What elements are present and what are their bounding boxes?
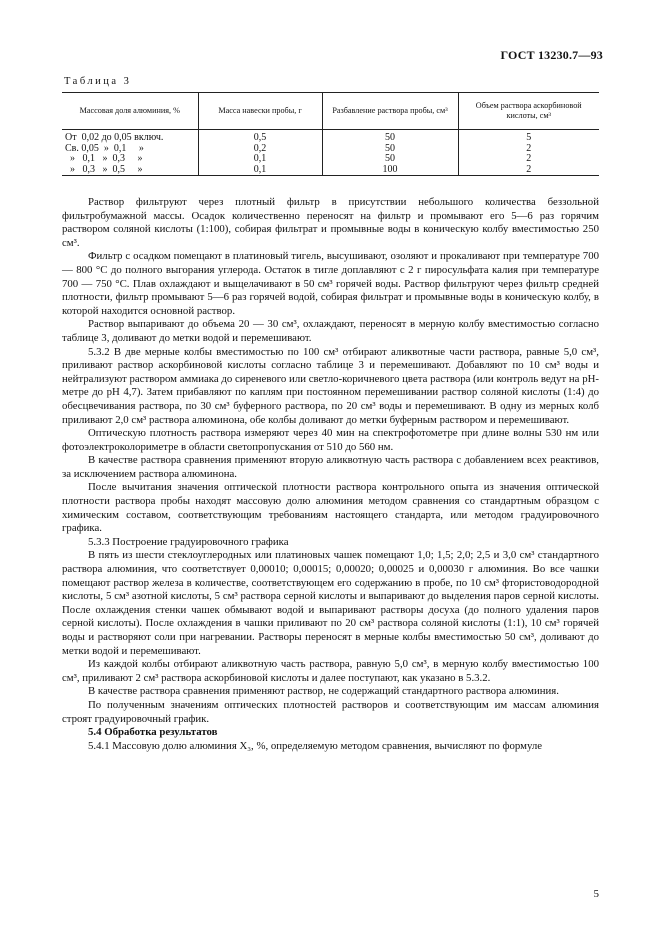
table-cell: Св. 0,05 » 0,1 »	[65, 142, 144, 154]
table-cell: 50	[322, 154, 458, 165]
table-cell: 0,2	[198, 144, 322, 155]
paragraph: Фильтр с осадком помещают в платиновый тигель, высушивают, озоляют и прокаливают при температуре 700 — 800 °С до полного выгорания углерода. Остаток в тигле доплавляют с 2 г пиросульфата калия при температуре 700 — 750 °С. Плав охлаждают и выщелачивают в 50 см³ горячей воды. Раствор фильтруют через фильтр средней плотности, фильтр промывают 5—6 раз горячей водой, собирая фильтрат и промывные воды в коническую колбу, в которой находится основной раствор.	[62, 250, 599, 317]
table-row	[62, 130, 599, 144]
section-heading: 5.4 Обработка результатов	[88, 726, 218, 739]
paragraph: В качестве раствора сравнения применяют раствор, не содержащий стандартного раствора алюминия.	[88, 685, 559, 698]
table-cell: 50	[322, 130, 458, 144]
table-cell: От 0,02 до 0,05 включ.	[65, 132, 164, 143]
table-header-cell: Разбавление раствора пробы, см³	[322, 93, 458, 130]
paragraph: По полученным значениям оптических плотностей растворов и соответствующим им массам алюминия строят градуировочный график.	[62, 698, 599, 725]
table-cell: » 0,3 » 0,5 »	[62, 165, 198, 176]
table-header-cell: Объем раствора аскорбиновой кислоты, см³	[458, 93, 599, 130]
paragraph: 5.3.2 В две мерные колбы вместимостью по 100 см³ отбирают аликвотные части раствора, равные 5,0 см³, приливают раствор аскорбиновой кислоты согласно таблице 3 и перемешивают. Добавляют по 10 см³ воды и нейтрализуют раствором аммиака до сиреневого или светло-коричневого цвета раствора (или контроль ведут на pH-метре до pH 4,7). Затем прибавляют по каплям при постоянном перемешивании раствор соляной кислоты (1:4) до обесцвечивания раствора, по 30 см³ буферного раствора, по 20 см³ воды и перемешивают. В одну из мерных колб приливают 2,0 см³ раствора алюминона, обе колбы доливают до метки буферным раствором и перемешивают.	[62, 345, 599, 426]
paragraph: Оптическую плотность раствора измеряют через 40 мин на спектрофотометре при длине волны 530 нм или фотоэлектроколориметре в области светопропускания от 510 до 560 нм.	[62, 427, 599, 453]
table-row	[62, 144, 599, 155]
table-cell: 0,1	[198, 165, 322, 176]
table-cell: 0,1	[198, 154, 322, 165]
paragraph: 5.4.1 Массовую долю алюминия X₃, %, определяемую методом сравнения, вычисляют по формуле	[88, 739, 543, 752]
paragraph: Раствор фильтруют через плотный фильтр в присутствии небольшого количества беззольной фильтробумажной массы. Осадок количественно переносят на фильтр и промывают его 5—6 раз горячим раствором соляной кислоты (1:100), собирая фильтрат и промывные воды в коническую колбу вместимостью 250 см³.	[62, 196, 599, 249]
body-text	[62, 196, 599, 753]
table-header-cell: Масса навески пробы, г	[198, 93, 322, 130]
table-cell: 100	[322, 165, 458, 176]
paragraph: В качестве раствора сравнения применяют вторую аликвотную часть раствора с добавлением всех реактивов, за исключением раствора алюминона.	[62, 454, 599, 480]
paragraph: После вычитания значения оптической плотности раствора контрольного опыта из значения оптической плотности раствора пробы находят массовую долю алюминия методом сравнения со стандартным образцом с химическим составом, соответствующим требованиям настоящего стандарта, или методом градуировочного графика.	[62, 481, 599, 535]
paragraph: Раствор выпаривают до объема 20 — 30 см³, охлаждают, переносят в мерную колбу вместимостью согласно таблице 3, доливают до метки водой и перемешивают.	[62, 318, 599, 344]
paragraph: В пять из шести стеклоуглеродных или платиновых чашек помещают 1,0; 1,5; 2,0; 2,5 и 3,0 см³ стандартного раствора алюминия, что соответствует 0,00010; 0,00015; 0,00020; 0,00025 и 0,00030 г алюминия. Во все чашки помещают раствор железа в количестве, соответствующем его содержанию в пробе, по 10 см³ фтористоводородной кислоты, 5 см³ азотной кислоты, 5 см³ раствора серной кислоты и выпаривают до выделения паров серной кислоты. После охлаждения стенки чашек обмывают водой и выпаривают растворы досуха (до полного удаления паров серной кислоты). После охлаждения в чашки приливают по 20 см³ раствора соляной кислоты (1:1), 10 см³ горячей воды и растворяют соли при нагревании. Растворы переносят в мерные колбы вместимостью 50 см³, доливают до метки водой и перемешивают.	[62, 549, 599, 657]
section-heading: 5.3.3 Построение градуировочного графика	[88, 535, 289, 548]
page-number: 5	[593, 888, 599, 900]
table-row	[62, 154, 599, 165]
table-cell: 2	[458, 154, 599, 165]
table-caption: Таблица 3	[64, 76, 132, 87]
table-cell: 0,5	[198, 130, 322, 144]
table-header-cell: Массовая доля алюминия, %	[62, 93, 198, 130]
paragraph: Из каждой колбы отбирают аликвотную часть раствора, равную 5,0 см³, в мерную колбу вместимостью 100 см³, приливают 2 см³ раствора аскорбиновой кислоты и далее поступают, как указано в 5.3.2.	[62, 658, 599, 684]
table-row	[62, 165, 599, 176]
table-cell: 2	[458, 144, 599, 155]
document-header: ГОСТ 13230.7—93	[500, 48, 603, 62]
table-cell: 2	[458, 165, 599, 176]
table-3	[62, 92, 599, 176]
table-cell: » 0,1 » 0,3 »	[65, 153, 143, 164]
table-cell: 50	[322, 144, 458, 155]
table-cell: 5	[458, 130, 599, 144]
